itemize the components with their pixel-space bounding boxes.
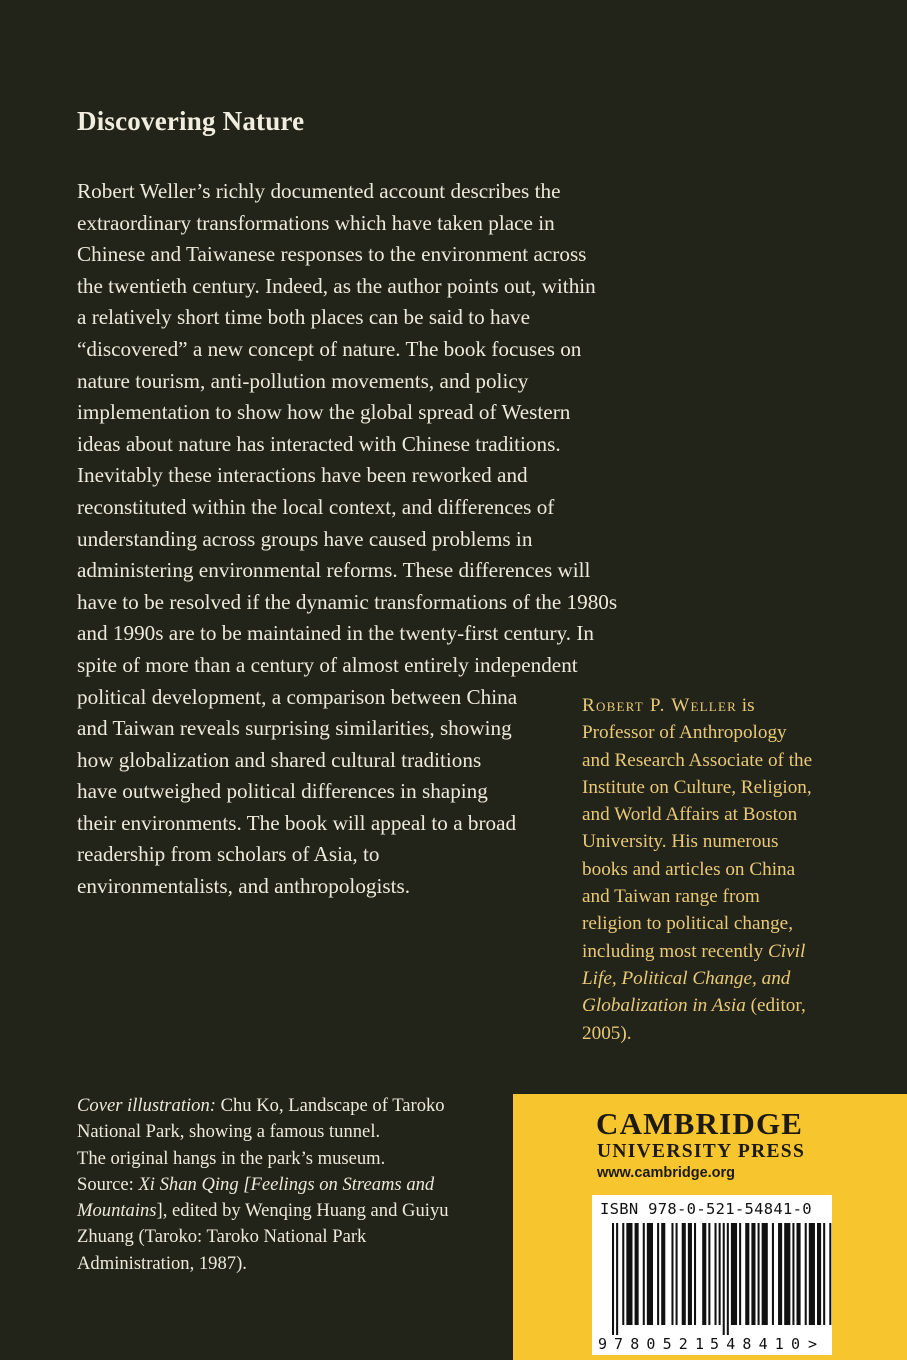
barcode-bar-3	[626, 1223, 632, 1325]
barcode-bar-18	[723, 1223, 725, 1335]
publisher-banner	[513, 1094, 907, 1360]
barcode-digit-lead: 9	[598, 1335, 608, 1353]
barcode-bar-5	[643, 1223, 645, 1325]
publisher-press: UNIVERSITY PRESS	[597, 1141, 806, 1162]
barcode-bar-17	[719, 1223, 721, 1325]
description-line: reconstituted within the local context, and differences of	[77, 494, 555, 519]
barcode-bar-7	[657, 1223, 659, 1325]
barcode-bar-23	[751, 1223, 755, 1325]
barcode-bar-21	[739, 1223, 741, 1325]
description-line: their environments. The book will appeal to a broad	[77, 810, 517, 835]
barcode-bar-4	[635, 1223, 639, 1325]
barcode-bar-16	[715, 1223, 717, 1325]
description-line: “discovered” a new concept of nature. The book focuses on	[77, 336, 582, 361]
barcode-digits	[598, 1335, 817, 1353]
credit-line: Mountains], edited by Wenqing Huang and Guiyu	[77, 1200, 449, 1222]
author-bio-line: 2005).	[582, 1022, 632, 1044]
author-bio-line: and Taiwan range from	[582, 886, 760, 908]
barcode-bar-1	[616, 1223, 618, 1335]
barcode-bar-15	[708, 1223, 710, 1325]
credit-line: The original hangs in the park’s museum.	[77, 1147, 386, 1169]
barcode-bar-11	[682, 1223, 686, 1325]
description-line: political development, a comparison between China	[77, 684, 518, 709]
isbn-label: ISBN 978-0-521-54841-0	[600, 1200, 812, 1218]
author-bio-line: and Research Associate of the	[582, 749, 813, 771]
description-line: extraordinary transformations which have taken place in	[77, 210, 555, 235]
author-bio-line: Professor of Anthropology	[582, 722, 787, 744]
author-bio-line: Globalization in Asia (editor,	[582, 995, 806, 1017]
description-line: nature tourism, anti-pollution movements, and policy	[77, 368, 529, 393]
barcode-bar-20	[731, 1223, 737, 1325]
description-line: understanding across groups have caused problems in	[77, 526, 533, 551]
description-line: have to be resolved if the dynamic transformations of the 1980s	[77, 589, 618, 614]
description-line: ideas about nature has interacted with Chinese traditions.	[77, 431, 561, 456]
credit-line: Cover illustration: Chu Ko, Landscape of Taroko	[77, 1095, 445, 1116]
author-bio-line: including most recently Civil	[582, 940, 806, 962]
barcode-bar-25	[762, 1223, 768, 1325]
barcode-digits-right: 548410	[710, 1335, 800, 1353]
barcode-bar-2	[622, 1223, 624, 1325]
book-title-italic: Globalization in Asia	[582, 995, 746, 1017]
description-line: Chinese and Taiwanese responses to the environment across	[77, 242, 587, 267]
barcode-bar-19	[727, 1223, 729, 1335]
credit-line: National Park, showing a famous tunnel.	[77, 1121, 381, 1143]
barcode-bar-9	[671, 1223, 673, 1325]
description-line: have outweighed political differences in shaping	[77, 779, 488, 804]
isbn-barcode-box	[592, 1195, 832, 1355]
barcode-bars	[612, 1223, 832, 1335]
barcode-bar-32	[809, 1223, 815, 1325]
barcode-bar-8	[661, 1223, 665, 1325]
description-line: environmentalists, and anthropologists.	[77, 874, 411, 899]
author-bio-line: and World Affairs at Boston	[582, 804, 798, 826]
description-line: the twentieth century. Indeed, as the author points out, within	[77, 273, 596, 298]
barcode-bar-33	[817, 1223, 821, 1325]
author-bio-line: books and articles on China	[582, 858, 796, 880]
barcode-bar-31	[805, 1223, 807, 1325]
barcode	[592, 1223, 832, 1355]
author-bio-line	[582, 965, 882, 992]
barcode-bar-26	[772, 1223, 774, 1325]
book-title-italic: Life, Political Change, and	[582, 967, 791, 989]
description-line: and Taiwan reveals surprising similarities, showing	[77, 716, 512, 741]
barcode-bar-14	[702, 1223, 706, 1325]
description-line: spite of more than a century of almost entirely independent	[77, 652, 578, 677]
book-title: Discovering Nature	[77, 106, 305, 136]
description-line: administering environmental reforms. These differences will	[77, 558, 591, 583]
barcode-bar-10	[676, 1223, 678, 1325]
barcode-bar-27	[778, 1223, 782, 1325]
publisher-url: www.cambridge.org	[597, 1165, 736, 1181]
barcode-bar-24	[758, 1223, 760, 1325]
author-bio-line: religion to political change,	[582, 913, 793, 935]
credit-label: Cover illustration:	[77, 1095, 216, 1116]
description-line: how globalization and shared cultural traditions	[77, 747, 482, 772]
barcode-bar-29	[792, 1223, 794, 1325]
description-line: implementation to show how the global spread of Western	[77, 400, 571, 425]
barcode-bar-22	[745, 1223, 749, 1325]
barcode-bar-13	[694, 1223, 696, 1325]
author-bio-line: University. His numerous	[582, 831, 779, 853]
description-line: readership from scholars of Asia, to	[77, 842, 380, 867]
author-bio-line: Institute on Culture, Religion,	[582, 776, 812, 798]
credit-line: Administration, 1987).	[77, 1252, 247, 1274]
description-line: Robert Weller’s richly documented account describes the	[77, 179, 561, 203]
description-line: and 1990s are to be maintained in the twenty-first century. In	[77, 621, 594, 646]
author-name: Robert P. Weller	[582, 695, 737, 716]
barcode-bar-30	[797, 1223, 801, 1325]
author-bio-line: Robert P. Weller is	[582, 695, 755, 716]
barcode-digits-left: 780521	[614, 1335, 704, 1353]
book-title-italic: Civil	[767, 940, 806, 962]
barcode-bar-6	[647, 1223, 653, 1325]
barcode-bar-0	[612, 1223, 614, 1335]
credit-line: Source: Xi Shan Qing [Feelings on Streams and	[77, 1173, 435, 1195]
author-bio	[582, 692, 882, 1047]
publisher-name: CAMBRIDGE	[596, 1106, 804, 1141]
description-line: Inevitably these interactions have been reworked and	[77, 463, 528, 488]
barcode-bar-35	[829, 1223, 831, 1325]
credit-line: Zhuang (Taroko: Taroko National Park	[77, 1226, 367, 1248]
barcode-bar-34	[823, 1223, 825, 1325]
barcode-bar-28	[784, 1223, 790, 1325]
barcode-bar-12	[688, 1223, 692, 1325]
description-line: a relatively short time both places can be said to have	[77, 305, 531, 330]
barcode-digit-quiet-marker: >	[808, 1335, 818, 1353]
cover-illustration-credit	[77, 1093, 497, 1277]
